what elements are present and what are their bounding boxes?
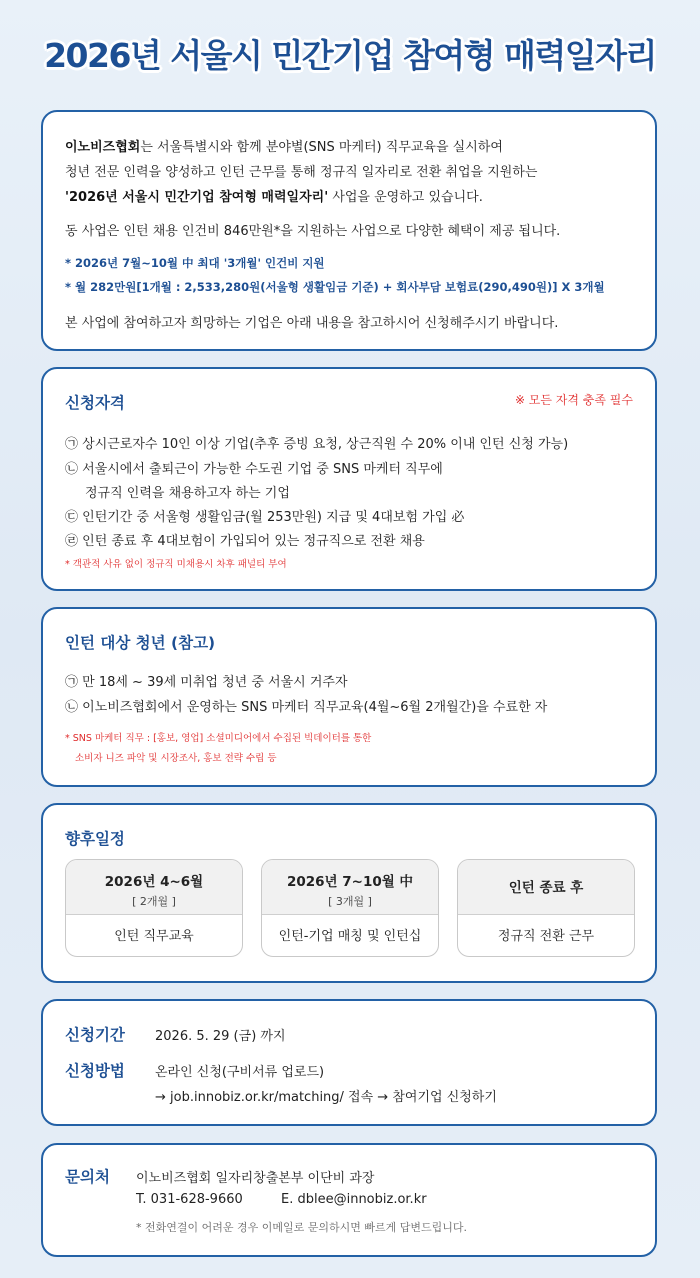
apply-method-link[interactable]: → job.innobiz.or.kr/matching/ 접속 → 참여기업 신청하기 [155, 1090, 497, 1105]
target-item-2: ㉡ 이노비즈협회에서 운영하는 SNS 마케터 직무교육(4월~6월 2개월간)을 수료한 자 [65, 700, 548, 715]
eligibility-item-2-cont: 정규직 인력을 채용하고자 하는 기업 [85, 486, 290, 501]
step-3-period: 인턴 종료 후 [508, 880, 584, 896]
eligibility-heading: 신청자격 [65, 394, 125, 412]
intro-line-2: 청년 전문 인력을 양성하고 인턴 근무를 통해 정규직 일자리로 전환 취업을 지원하는 [65, 165, 538, 180]
sns-role-note-2: 소비자 니즈 파악 및 시장조사, 홍보 전략 수립 등 [75, 753, 277, 764]
step-3-desc: 정규직 전환 근무 [497, 929, 595, 944]
apply-period-label: 신청기간 [65, 1026, 125, 1044]
contact-phone[interactable]: T. 031-628-9660 [136, 1192, 243, 1207]
target-card [41, 607, 657, 787]
intro-line-1-rest: 는 서울특별시와 함께 분야별(SNS 마케터) 직무교육을 실시하여 [140, 140, 503, 155]
step-2-duration: [ 3개월 ] [328, 895, 372, 908]
step-2-desc: 인턴-기업 매칭 및 인턴십 [278, 929, 422, 944]
intro-line-5: 본 사업에 참여하고자 희망하는 기업은 아래 내용을 참고하시어 신청해주시기 바랍니다. [65, 316, 559, 331]
eligibility-item-3: ㉢ 인턴기간 중 서울형 생활임금(월 253만원) 지급 및 4대보험 가입 必 [65, 510, 465, 525]
eligibility-item-4: ㉣ 인턴 종료 후 4대보험이 가입되어 있는 정규직으로 전환 채용 [65, 534, 425, 549]
step-1-desc: 인턴 직무교육 [114, 929, 194, 944]
schedule-step-3 [457, 859, 635, 957]
intro-card [41, 110, 657, 351]
step-1-period: 2026년 4~6월 [104, 874, 204, 890]
penalty-note: * 객관적 사유 없이 정규직 미채용시 차후 패널티 부여 [65, 559, 287, 570]
contact-card [41, 1143, 657, 1257]
apply-period-value: 2026. 5. 29 (금) 까지 [155, 1029, 286, 1044]
apply-method-label: 신청방법 [65, 1062, 125, 1080]
support-note-2: * 월 282만원[1개월 : 2,533,280원(서울형 생활임금 기준) + 회사부담 보험료(290,490원)] X 3개월 [65, 280, 605, 294]
schedule-heading: 향후일정 [65, 830, 125, 848]
org-name: 이노비즈협회 [65, 140, 141, 155]
schedule-step-1 [65, 859, 243, 957]
intro-line-3-rest: 사업을 운영하고 있습니다. [328, 190, 483, 205]
contact-person: 이노비즈협회 일자리창출본부 이단비 과장 [136, 1171, 375, 1186]
support-note-1: * 2026년 7월~10월 中 최대 '3개월' 인건비 지원 [65, 256, 325, 270]
contact-label: 문의처 [65, 1168, 110, 1186]
apply-method-line-1: 온라인 신청(구비서류 업로드) [155, 1065, 325, 1080]
intro-line-3 [65, 186, 483, 205]
program-name: '2026년 서울시 민간기업 참여형 매력일자리' [65, 190, 329, 205]
page-title: 2026년 서울시 민간기업 참여형 매력일자리 [44, 36, 656, 75]
step-2-period: 2026년 7~10월 中 [286, 874, 414, 890]
contact-email[interactable]: E. dblee@innobiz.or.kr [281, 1192, 427, 1207]
sns-role-note-1: * SNS 마케터 직무 : [홍보, 영업] 소셜미디어에서 수집된 빅데이터를 통한 [65, 733, 372, 744]
eligibility-card [41, 367, 657, 591]
target-heading: 인턴 대상 청년 (참고) [65, 634, 216, 652]
eligibility-item-1: ㉠ 상시근로자수 10인 이상 기업(추후 증빙 요청, 상근직원 수 20% 이내 인턴 신청 가능) [65, 437, 569, 452]
eligibility-item-2: ㉡ 서울시에서 출퇴근이 가능한 수도권 기업 중 SNS 마케터 직무에 [65, 462, 443, 477]
target-item-1: ㉠ 만 18세 ~ 39세 미취업 청년 중 서울시 거주자 [65, 675, 348, 690]
intro-line-1 [65, 136, 503, 155]
required-note: ※ 모든 자격 충족 필수 [514, 393, 633, 407]
schedule-card [41, 803, 657, 983]
step-1-duration: [ 2개월 ] [132, 895, 176, 908]
apply-card [41, 999, 657, 1126]
contact-note: * 전화연결이 어려운 경우 이메일로 문의하시면 빠르게 답변드립니다. [136, 1221, 467, 1234]
schedule-step-2 [261, 859, 439, 957]
intro-line-4: 동 사업은 인턴 채용 인건비 846만원*을 지원하는 사업으로 다양한 혜택이 제공 됩니다. [65, 224, 561, 239]
